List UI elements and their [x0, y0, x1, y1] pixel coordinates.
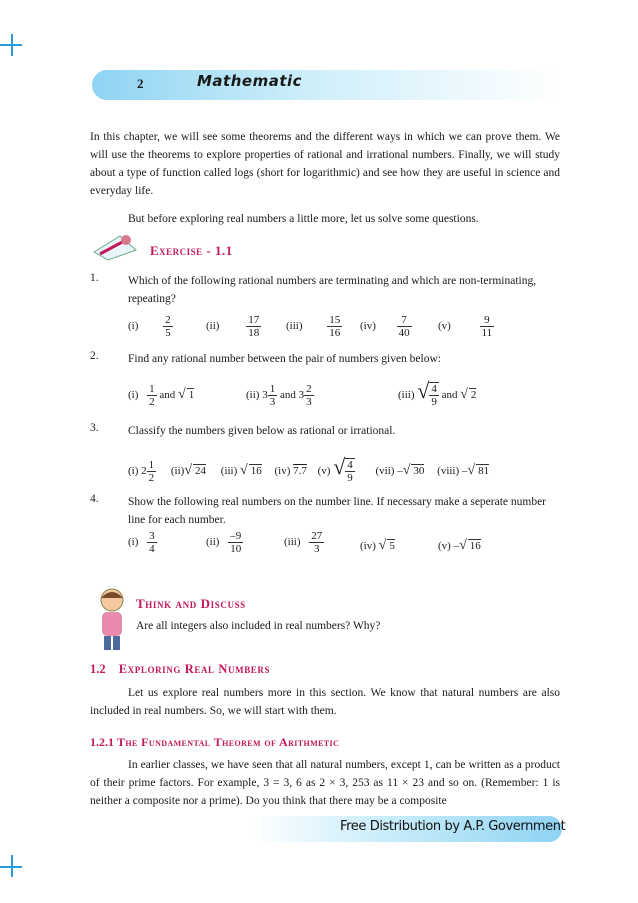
fraction [163, 314, 173, 339]
fraction [304, 383, 314, 408]
q4-item-1 [128, 530, 157, 555]
intro-paragraph-2: But before exploring real numbers a little more, let us solve some questions. [128, 213, 479, 225]
item-label: (v) [317, 465, 331, 477]
section-number: 1.2 [90, 662, 106, 676]
denominator: 5 [165, 327, 171, 339]
item-label: (iii) [284, 536, 301, 549]
item-label: (iii) [398, 389, 415, 401]
q1-item-1 [128, 314, 173, 339]
item-label: (iv) [360, 320, 376, 333]
q4-item-5 [438, 538, 481, 554]
question-text: Show the following real numbers on the number line. If necessary make a seperate number line for each number. [128, 496, 547, 526]
denominator: 3 [314, 543, 320, 555]
question-text: Which of the following rational numbers are terminating and which are non-terminating, repeating? [128, 275, 537, 305]
minus-sign: – [453, 540, 460, 552]
item-label: (ii) [170, 465, 185, 477]
item-label: (ii) [246, 389, 260, 402]
section-title: Exploring Real Numbers [118, 662, 271, 676]
q1-item-2 [206, 314, 261, 339]
numerator: 1 [148, 458, 155, 471]
item-label: (iii) [286, 320, 303, 333]
denominator: 11 [481, 327, 493, 339]
sqrt-icon: √ [417, 378, 430, 403]
q2-item-2 [246, 383, 314, 408]
numerator: 9 [480, 314, 495, 327]
thinking-boy-icon [92, 586, 132, 652]
numerator: 4 [347, 459, 353, 472]
subsection-paragraph: In earlier classes, we have seen that all natural numbers, except 1, can be written as a product of their prime factors. For example, 3 = 3, 6 as 2 × 3, 253 as 11 × 23 and so on. (Remember: 1 is neither a composite nor a prime). Do you think that there may be a composite [90, 759, 560, 807]
section-heading [90, 662, 270, 677]
radicand: 24 [195, 465, 207, 477]
sqrt-icon: √ [467, 463, 476, 478]
and-word: and [159, 389, 176, 402]
denominator: 16 [329, 327, 341, 339]
recurring-decimal: 7.7 [293, 465, 307, 477]
denominator: 4 [149, 543, 155, 555]
fraction [147, 383, 157, 408]
item-label: (i) [128, 465, 139, 477]
item-label: (viii) [437, 465, 460, 477]
item-label: (i) [128, 320, 139, 333]
think-text: Are all integers also included in real numbers? Why? [136, 620, 381, 632]
item-label: (v) [438, 540, 451, 552]
fraction [147, 459, 157, 484]
sqrt-icon: √ [402, 463, 411, 478]
numerator: 17 [248, 314, 260, 326]
q3-items [128, 454, 489, 484]
denominator: 2 [148, 471, 155, 484]
numerator: 1 [269, 383, 276, 395]
crop-mark-bottom-v [11, 855, 13, 877]
radicand: 2 [470, 389, 477, 401]
numerator: 2 [306, 383, 312, 395]
question-number: 3. [90, 422, 99, 434]
whole-number: 3 [262, 389, 268, 402]
numerator: 1 [149, 383, 155, 395]
radicand: 16 [250, 465, 262, 477]
whole-number: 2 [141, 465, 147, 477]
section-number: 1.2.1 [90, 735, 114, 749]
numerator: 3 [149, 530, 155, 542]
radicand: 81 [478, 465, 490, 477]
minus-sign: – [461, 465, 468, 477]
question-number: 4. [90, 493, 99, 505]
sqrt-icon: √ [459, 538, 467, 553]
sqrt-icon: √ [184, 463, 193, 478]
numerator: 15 [329, 314, 341, 326]
denominator: 3 [306, 396, 312, 408]
sqrt-icon: √ [333, 454, 346, 479]
section-paragraph: Let us explore real numbers more in this section. We know that natural numbers are also included in real numbers. So, we will start with them. [90, 687, 560, 717]
numerator: 4 [431, 383, 437, 396]
subsection-heading [90, 735, 339, 750]
minus-sign: – [397, 465, 403, 477]
think-title: Think and Discuss [136, 596, 246, 611]
item-label: (ii) [206, 320, 220, 333]
item-label: (v) [438, 320, 451, 333]
numerator: 27 [311, 530, 323, 542]
numerator: 2 [165, 314, 171, 326]
q4-item-4 [360, 538, 395, 554]
crop-mark-top-v [11, 34, 13, 56]
q1-item-5 [438, 314, 494, 339]
denominator: 40 [398, 327, 410, 339]
item-label: (iv) [360, 540, 376, 552]
item-label: (iii) [220, 465, 238, 477]
numerator: –9 [230, 530, 242, 542]
fraction [480, 314, 495, 339]
fraction [147, 530, 157, 555]
fraction [246, 314, 261, 339]
fraction [327, 314, 342, 339]
sqrt-icon: √ [460, 387, 468, 402]
radicand: 1 [188, 389, 195, 402]
q4-item-2 [206, 530, 243, 555]
section-title: The Fundamental Theorem of Arithmetic [117, 735, 340, 749]
footer-text: Free Distribution by A.P. Government [340, 819, 566, 834]
q2-item-3 [398, 378, 476, 408]
fraction [429, 382, 439, 408]
denominator: 10 [230, 543, 242, 555]
fraction [345, 458, 355, 484]
q1-item-4 [360, 314, 412, 339]
question-number: 1. [90, 272, 99, 284]
fraction [309, 530, 324, 555]
denominator: 9 [347, 472, 353, 485]
whole-number: 3 [298, 389, 305, 402]
item-label: (i) [128, 536, 139, 549]
question-text: Classify the numbers given below as rational or irrational. [128, 425, 396, 437]
radicand: 30 [413, 465, 425, 477]
page-title: Mathematic [197, 72, 303, 90]
header-bar [92, 70, 562, 100]
question-number: 2. [90, 350, 99, 362]
page-number: 2 [137, 76, 144, 91]
denominator: 9 [431, 396, 437, 409]
question-text: Find any rational number between the pair of numbers given below: [128, 353, 441, 365]
q1-item-3 [286, 314, 342, 339]
item-label: (i) [128, 389, 139, 402]
denominator: 18 [248, 327, 260, 339]
and-word: and [441, 389, 458, 401]
numerator: 7 [397, 314, 412, 327]
q2-item-1 [128, 383, 194, 408]
denominator: 3 [269, 396, 276, 408]
exercise-title: Exercise - 1.1 [150, 243, 233, 258]
fraction [268, 383, 278, 408]
item-label: (ii) [206, 536, 220, 549]
fraction [397, 314, 412, 339]
intro-paragraph: In this chapter, we will see some theorems and the different ways in which we can prove them. We will use the theorems to explore properties of rational and irrational numbers. Finally, we will study about a type of function called logs (short for logarithmic) and see how they are useful in science and everyday life. [90, 131, 560, 197]
sqrt-icon: √ [240, 463, 248, 478]
pencil-hand-icon [90, 228, 142, 262]
sqrt-icon: √ [378, 538, 387, 553]
sqrt-icon: √ [178, 387, 186, 403]
and-word: and [279, 389, 296, 402]
radicand: 16 [469, 540, 481, 552]
item-label: (vii) [375, 465, 395, 477]
radicand: 5 [389, 540, 395, 552]
item-label: (iv) [274, 465, 291, 477]
denominator: 2 [149, 396, 155, 408]
q4-item-3 [284, 530, 324, 555]
fraction [228, 530, 243, 555]
